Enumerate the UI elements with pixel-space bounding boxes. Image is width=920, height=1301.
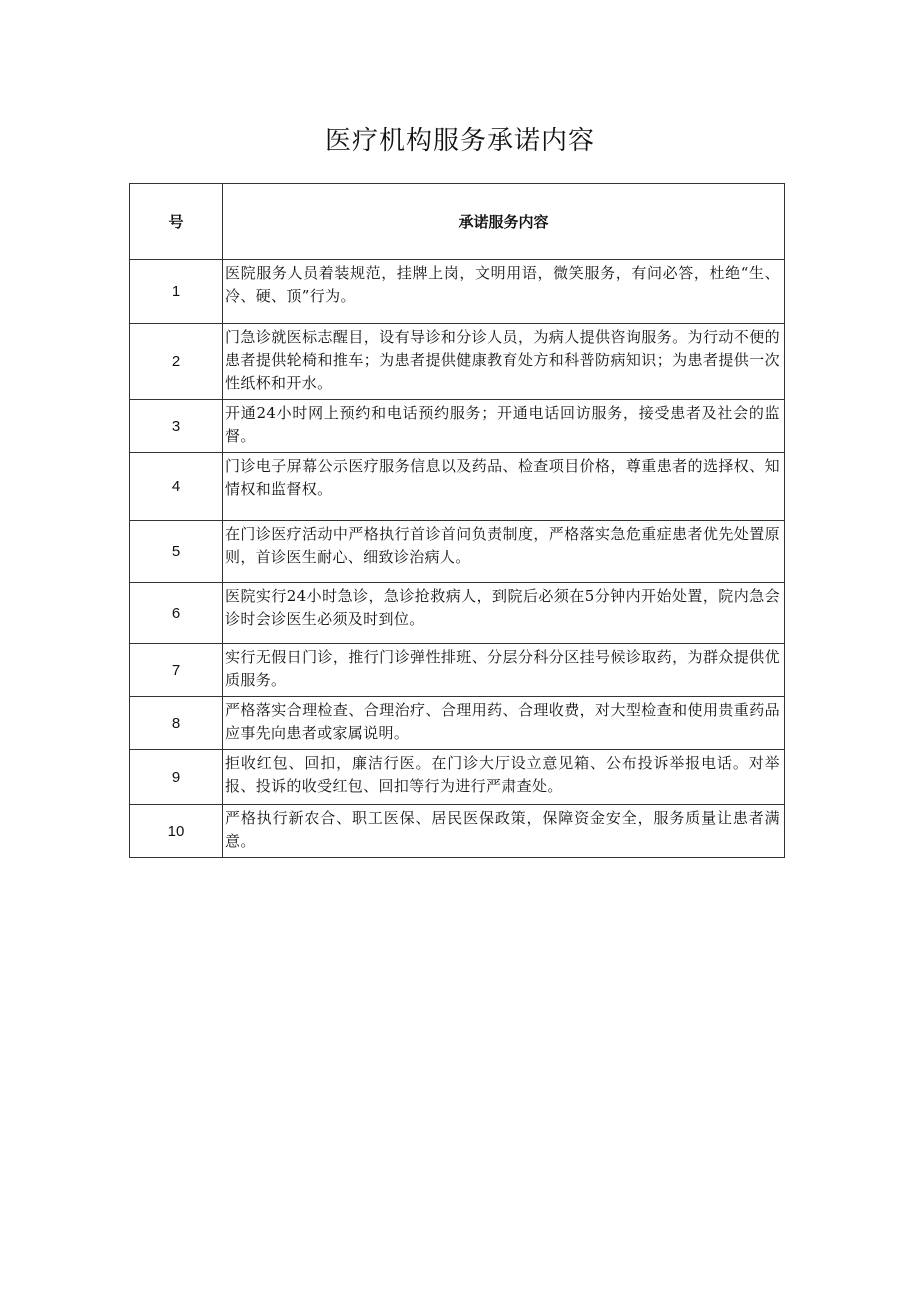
table-row bbox=[130, 750, 785, 805]
row-number: 5 bbox=[130, 521, 223, 583]
row-number: 7 bbox=[130, 644, 223, 697]
row-content: 医院实行24小时急诊，急诊抢救病人，到院后必须在5分钟内开始处置，院内急会诊时会诊医生必须及时到位。 bbox=[223, 583, 785, 644]
table-row bbox=[130, 400, 785, 453]
table-row bbox=[130, 453, 785, 521]
row-content: 实行无假日门诊，推行门诊弹性排班、分层分科分区挂号候诊取药，为群众提供优质服务。 bbox=[223, 644, 785, 697]
row-number: 2 bbox=[130, 324, 223, 400]
row-number: 1 bbox=[130, 260, 223, 324]
row-content: 严格落实合理检查、合理治疗、合理用药、合理收费，对大型检查和使用贵重药品应事先向患者或家属说明。 bbox=[223, 697, 785, 750]
commitment-table bbox=[129, 183, 785, 858]
row-content: 拒收红包、回扣，廉洁行医。在门诊大厅设立意见箱、公布投诉举报电话。对举报、投诉的收受红包、回扣等行为进行严肃查处。 bbox=[223, 750, 785, 805]
table-row bbox=[130, 260, 785, 324]
row-number: 10 bbox=[130, 805, 223, 858]
header-content: 承诺服务内容 bbox=[223, 184, 785, 260]
table-row bbox=[130, 644, 785, 697]
table-row bbox=[130, 697, 785, 750]
page-title: 医疗机构服务承诺内容 bbox=[324, 126, 595, 156]
row-content: 开通24小时网上预约和电话预约服务；开通电话回访服务，接受患者及社会的监督。 bbox=[223, 400, 785, 453]
row-content: 严格执行新农合、职工医保、居民医保政策，保障资金安全，服务质量让患者满意。 bbox=[223, 805, 785, 858]
row-content: 门急诊就医标志醒目，设有导诊和分诊人员，为病人提供咨询服务。为行动不便的患者提供轮椅和推车；为患者提供健康教育处方和科普防病知识；为患者提供一次性纸杯和开水。 bbox=[223, 324, 785, 400]
row-content: 在门诊医疗活动中严格执行首诊首问负责制度，严格落实急危重症患者优先处置原则，首诊医生耐心、细致诊治病人。 bbox=[223, 521, 785, 583]
row-number: 6 bbox=[130, 583, 223, 644]
table-row bbox=[130, 324, 785, 400]
table-row bbox=[130, 583, 785, 644]
row-content: 门诊电子屏幕公示医疗服务信息以及药品、检查项目价格，尊重患者的选择权、知情权和监督权。 bbox=[223, 453, 785, 521]
table-row bbox=[130, 805, 785, 858]
row-number: 9 bbox=[130, 750, 223, 805]
row-number: 4 bbox=[130, 453, 223, 521]
header-number: 号 bbox=[130, 184, 223, 260]
row-content: 医院服务人员着装规范，挂牌上岗，文明用语，微笑服务，有问必答，杜绝“生、冷、硬、顶”行为。 bbox=[223, 260, 785, 324]
table-row bbox=[130, 521, 785, 583]
row-number: 8 bbox=[130, 697, 223, 750]
table-header-row bbox=[130, 184, 785, 260]
row-number: 3 bbox=[130, 400, 223, 453]
